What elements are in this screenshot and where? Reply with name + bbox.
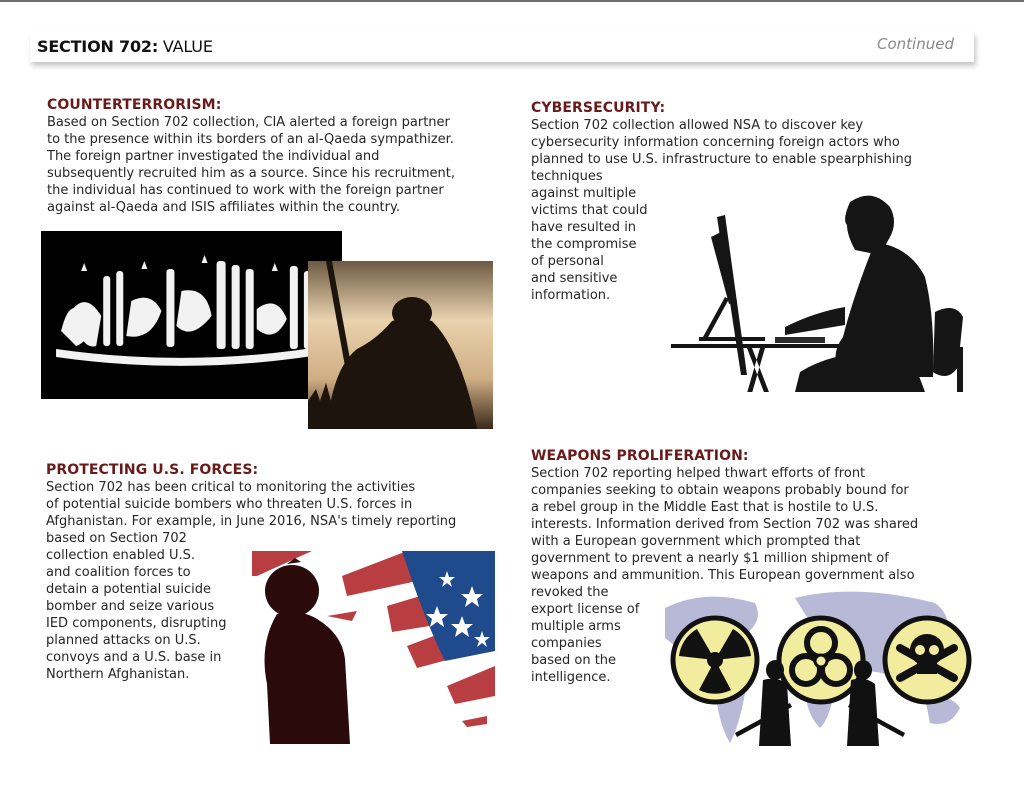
body-line: of potential suicide bombers who threaten U.S. forces in — [46, 497, 413, 512]
body-line: detain a potential suicide — [46, 582, 211, 597]
body-line: the compromise — [531, 237, 637, 252]
body-line: companies seeking to obtain weapons probably bound for — [531, 483, 909, 498]
body-line: multiple arms — [531, 619, 621, 634]
section-heading: PROTECTING U.S. FORCES: — [46, 462, 259, 478]
body-line: with a European government which prompted that — [531, 534, 861, 549]
man-at-computer-image — [665, 177, 977, 392]
body-line: revoked the — [531, 585, 609, 600]
body-line: bomber and seize various — [46, 599, 215, 614]
body-line: Section 702 collection allowed NSA to discover key — [531, 118, 864, 133]
body-line: against multiple — [531, 186, 637, 201]
body-line: victims that could — [531, 203, 648, 218]
body-line: subsequently recruited him as a source. Since his recruitment, — [47, 166, 455, 181]
body-line: cybersecurity information concerning foreign actors who — [531, 135, 900, 150]
body-line: planned attacks on U.S. — [46, 633, 201, 648]
body-line: planned to use U.S. infrastructure to enable spearphishing — [531, 152, 912, 167]
body-line: Afghanistan. For example, in June 2016, NSA's timely reporting — [46, 514, 457, 529]
body-line: government to prevent a nearly $1 million shipment of — [531, 551, 889, 566]
section-body — [47, 114, 455, 216]
body-line: convoys and a U.S. base in — [46, 650, 222, 665]
body-line: weapons and ammunition. This European government also — [531, 568, 915, 583]
page-title-rest: VALUE — [158, 37, 213, 56]
black-flag-image — [41, 231, 342, 399]
body-line: collection enabled U.S. — [46, 548, 195, 563]
body-line: based on the — [531, 653, 617, 668]
body-line: based on Section 702 — [46, 531, 187, 546]
body-line: the individual has continued to work with the foreign partner — [47, 183, 444, 198]
body-line: a rebel group in the Middle East that is hostile to U.S. — [531, 500, 879, 515]
body-line: have resulted in — [531, 220, 637, 235]
page-title-bold: SECTION 702: — [37, 37, 159, 56]
body-line: companies — [531, 636, 602, 651]
body-line: Section 702 has been critical to monitoring the activities — [46, 480, 416, 495]
body-line: interests. Information derived from Section 702 was shared — [531, 517, 919, 532]
body-line: export license of — [531, 602, 640, 617]
biohazard-icon — [779, 618, 863, 702]
body-line: information. — [531, 288, 611, 303]
body-line: of personal — [531, 254, 604, 269]
body-line: The foreign partner investigated the individual and — [47, 149, 380, 164]
body-line: Northern Afghanistan. — [46, 667, 190, 682]
continued-label: Continued — [877, 35, 954, 53]
section-heading: COUNTERTERRORISM: — [47, 97, 222, 113]
body-line: against al-Qaeda and ISIS affiliates within the country. — [47, 200, 400, 215]
soldier-flag-image — [247, 546, 495, 751]
body-line: techniques — [531, 169, 603, 184]
body-line: and sensitive — [531, 271, 618, 286]
skull-crossbones-icon — [885, 618, 969, 702]
hazard-symbols-map-image — [655, 588, 987, 748]
body-line: Based on Section 702 collection, CIA alerted a foreign partner — [47, 115, 450, 130]
page-header — [30, 32, 974, 62]
section-heading: WEAPONS PROLIFERATION: — [531, 448, 749, 464]
body-line: IED components, disrupting — [46, 616, 227, 631]
body-line: Section 702 reporting helped thwart efforts of front — [531, 466, 866, 481]
body-line: and coalition forces to — [46, 565, 191, 580]
militant-silhouette-image — [308, 261, 493, 429]
body-line: to the presence within its borders of an al-Qaeda sympathizer. — [47, 132, 454, 147]
section-heading: CYBERSECURITY: — [531, 100, 666, 116]
top-border — [0, 0, 1024, 2]
page-title — [37, 37, 213, 56]
section-counterterrorism — [47, 97, 455, 216]
radiation-icon — [673, 618, 757, 702]
body-line: intelligence. — [531, 670, 611, 685]
